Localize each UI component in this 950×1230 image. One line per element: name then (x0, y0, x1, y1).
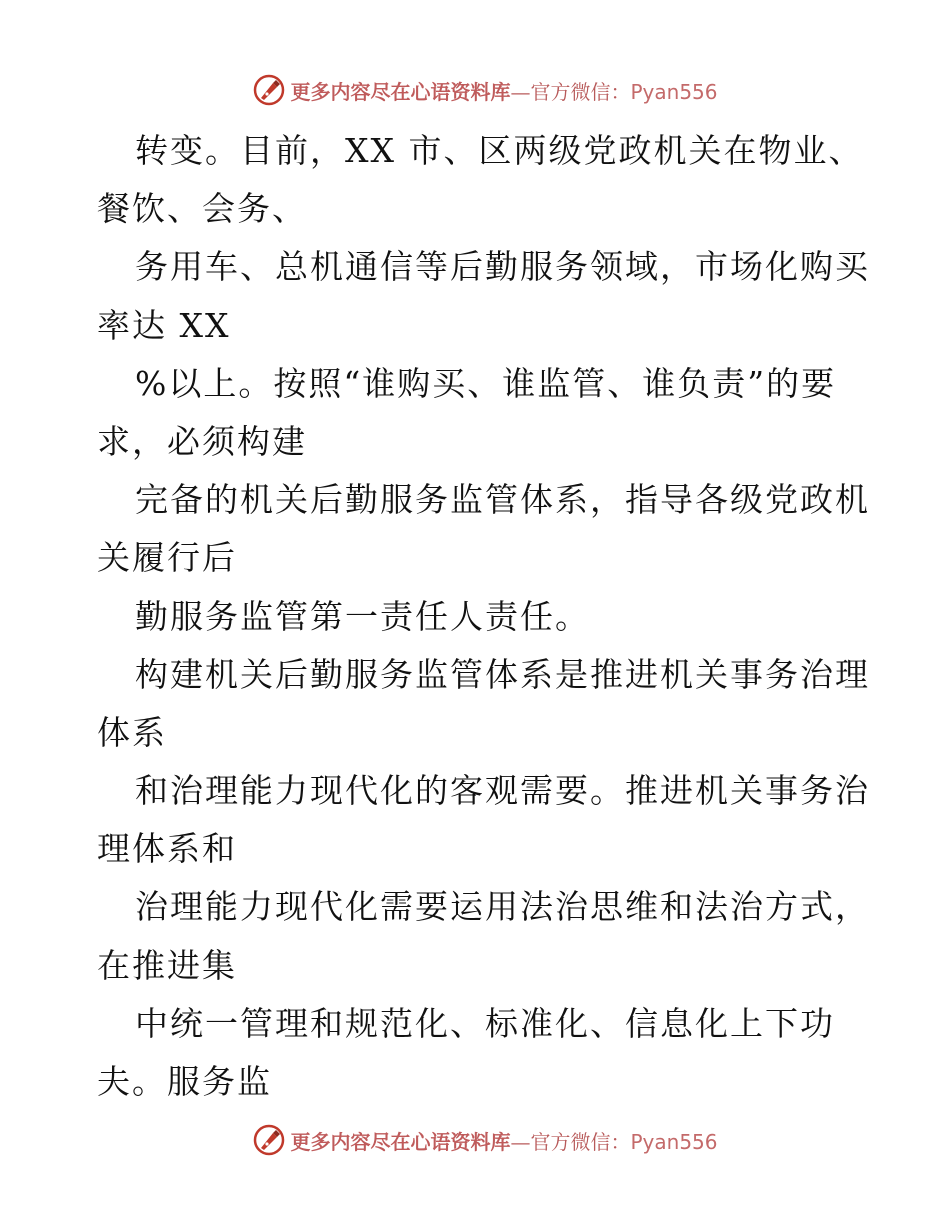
text-line: 关履行后 (97, 538, 237, 578)
document-body (97, 122, 870, 1111)
footer-banner-text (290, 1126, 717, 1155)
header-banner-text (290, 76, 717, 105)
text-line: 在推进集 (97, 945, 237, 985)
text-line: 和治理能力现代化的客观需要。推进机关事务治 (135, 771, 870, 811)
footer-wechat-label: 官方微信： (530, 1129, 631, 1154)
footer-wechat-id: Pyan556 (630, 1129, 718, 1154)
text-line: 求，必须构建 (97, 421, 307, 461)
header-wechat-label: 官方微信： (530, 79, 631, 104)
pen-nib-logo-icon (252, 73, 286, 107)
text-line: 完备的机关后勤服务监管体系，指导各级党政机 (135, 480, 870, 520)
text-line: 体系 (97, 712, 167, 752)
text-line: 夫。服务监 (97, 1062, 272, 1101)
text-line: 构建机关后勤服务监管体系是推进机关事务治理 (135, 654, 870, 694)
text-line: 转变。目前，XX 市、区两级党政机关在物业、 (135, 131, 864, 170)
header-brand-text: 更多内容尽在心语资料库 (290, 79, 511, 104)
footer-brand-text: 更多内容尽在心语资料库 (290, 1129, 511, 1154)
header-separator: — (510, 79, 531, 104)
footer-banner (0, 1120, 950, 1160)
text-line: 务用车、总机通信等后勤服务领域，市场化购买 (135, 247, 870, 287)
text-line: 餐饮、会务、 (97, 189, 307, 229)
footer-banner-inner (252, 1123, 717, 1157)
text-line: 理体系和 (97, 829, 237, 869)
pen-nib-logo-icon (252, 1123, 286, 1157)
footer-separator: — (510, 1129, 531, 1154)
text-line: 中统一管理和规范化、标准化、信息化上下功 (135, 1003, 835, 1043)
text-line: %以上。按照“谁购买、谁监管、谁负责”的要 (135, 363, 837, 403)
header-wechat-id: Pyan556 (630, 79, 718, 104)
header-banner-inner (252, 73, 717, 107)
header-banner (0, 70, 950, 110)
text-line: 治理能力现代化需要运用法治思维和法治方式， (135, 887, 870, 927)
text-line: 率达 XX (97, 305, 231, 345)
text-line: 勤服务监管第一责任人责任。 (135, 596, 590, 636)
